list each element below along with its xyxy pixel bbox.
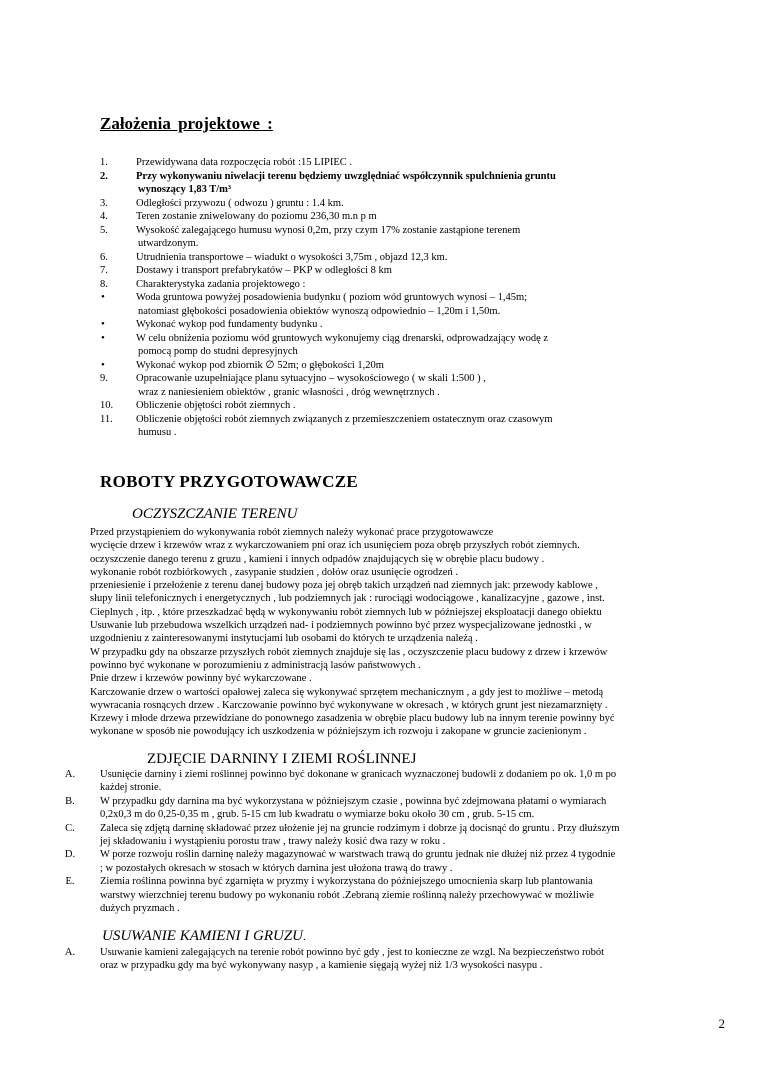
list-item-text: Obliczenie objętości robót ziemnych związanych z przemieszczeniem ostatecznym oraz czasowym [136, 413, 553, 425]
list-item [100, 291, 660, 305]
list-item-text: Teren zostanie zniwelowany do poziomu 236,30 m.n p m [136, 211, 377, 222]
section-title: ROBOTY PRZYGOTOWAWCZE [100, 472, 359, 491]
subheading-turf: ZDJĘCIE DARNINY I ZIEMI ROŚLINNEJ [147, 751, 417, 767]
bullet-icon: • [101, 331, 105, 344]
list-item-text: Wysokość zalegającego humusu wynosi 0,2m, przy czym 17% zostanie zastąpione terenem [136, 224, 521, 236]
subheading-stones-dot: . [303, 931, 306, 943]
list-item-text: natomiast głębokości posadowienia obiektów wynoszą odpowiednio – 1,20m i 1,50m. [138, 305, 501, 317]
list-item-text: warstwy wierzchniej terenu budowy po wykonaniu robót .Zebraną ziemie roślinną należy przechowywać w możliwie [100, 889, 594, 901]
list-item-text: każdej stronie. [100, 782, 162, 794]
list-item-text: Charakterystyka zadania projektowego : [136, 278, 306, 290]
list-item-letter: C. [65, 822, 75, 834]
list-item-number: 7. [100, 265, 108, 276]
list-item-text: Usunięcie darniny i ziemi roślinnej powinno być dokonane w granicach wyznaczonej budowli z dodaniem po ok. 1,0 m po [100, 769, 617, 780]
list-item-number: 11. [100, 413, 113, 425]
list-item-letter: D. [64, 849, 76, 861]
paragraph-line: Pnie drzew i krzewów powinny być wykarczowane . [90, 673, 312, 685]
paragraph-line: wykonane w sposób nie powodujący ich uszkodzenia w późniejszym ich rozwoju i zakopane w gruncie zacienionym . [90, 726, 587, 738]
list-item [60, 768, 680, 781]
bullet-icon: • [101, 358, 105, 371]
list-item [100, 170, 660, 184]
paragraph-line: wycięcie drzew i krzewów wraz z wykarczowaniem pni oraz ich usunięciem poza obręb przyszłych robót ziemnych. [90, 540, 580, 552]
list-item-text: Przewidywana data rozpoczęcia robót :15 LIPIEC . [136, 157, 353, 168]
list-item-text: wraz z naniesieniem obiektów , granic własności , dróg wewnętrznych . [138, 386, 440, 398]
list-item [100, 399, 660, 413]
page-title: Założenia projektowe : [100, 114, 273, 133]
list-item [60, 795, 680, 808]
list-item-number: 2. [100, 170, 108, 182]
list-item-text: Dostawy i transport prefabrykatów – PKP w odległości 8 km [136, 265, 392, 276]
list-item-text: Utrudnienia transportowe – wiadukt o wysokości 3,75m , objazd 12,3 km. [136, 251, 448, 263]
list-item [100, 251, 660, 265]
list-item-number: 6. [100, 251, 108, 263]
list-item [60, 875, 680, 888]
list-item-text: Usuwanie kamieni zalegających na terenie robót powinno być gdy , jest to konieczne ze wzgl. Na bezpieczeństwo robót [100, 947, 605, 958]
list-item-text: ; w pozostałych okresach w stosach w których darnina jest ułożona trawą do trawy . [100, 862, 453, 874]
paragraph-line: Karczowanie drzew o wartości opałowej zaleca się wykonywać sprzętem mechanicznym , a gdy jest to możliwe – metodą [90, 686, 604, 698]
page-number: 2 [718, 1016, 725, 1031]
list-item [60, 946, 680, 959]
stones-list [60, 946, 680, 973]
list-item [60, 822, 680, 835]
list-item [60, 808, 680, 821]
list-item-text: Zaleca się zdjętą darninę składować przez ułożenie jej na gruncie rodzimym i dobrze ją docisnąć do gruntu . Przy dłuższym [100, 822, 620, 834]
list-item-text: oraz w przypadku gdy ma być wykonywany nasyp , a kamienie sięgają wyżej niż 1/3 wysokości nasypu . [100, 960, 543, 972]
list-item-text: jej składowaniu i wystąpieniu porostu traw , trawy należy kosić dwa razy w roku . [100, 835, 446, 847]
list-item-text: pomocą pomp do studni depresyjnych [138, 346, 298, 357]
paragraph-line: przeniesienie i przełożenie z terenu danej budowy poza jej obręb takich urządzeń nad ziemnych jak: przewody kablowe , [90, 580, 598, 592]
list-item-number: 3. [100, 197, 108, 209]
list-item-text: Wykonać wykop pod fundamenty budynku . [136, 319, 323, 330]
turf-list [60, 768, 680, 915]
list-item [100, 264, 660, 278]
list-item [100, 345, 660, 359]
list-item [100, 318, 660, 332]
list-item-number: 5. [100, 224, 108, 236]
paragraph-line: Cieplnych , itp. , które przeszkadzać będą w wykonywaniu robót ziemnych lub w późniejszej eksploatacji danego obiektu [90, 606, 602, 618]
list-item-text: Odległości przywozu ( odwozu ) gruntu : 1.4 km. [136, 197, 344, 209]
list-item [100, 183, 660, 197]
paragraph-line: powinno być wykonane w porozumieniu z administracją lasów państwowych . [90, 659, 421, 671]
list-item [60, 902, 680, 915]
paragraph-line: wywracania rosnących drzew . Karczowanie powinno być wykonywane w okresach , w których grunt jest niezamarznięty . [90, 699, 608, 711]
cleaning-paragraph [90, 526, 670, 739]
list-item-text: 0,2x0,3 m do 0,25-0,35 m , grub. 5-15 cm lub kwadratu o wymiarze boku około 30 cm , grub. 5-15 cm. [100, 809, 535, 821]
list-item [100, 332, 660, 346]
list-item-text: Przy wykonywaniu niwelacji terenu będziemy uwzględniać współczynnik spulchnienia gruntu [136, 170, 556, 182]
list-item [60, 848, 680, 861]
paragraph-line: wykonanie robót rozbiórkowych , zasypanie studzien , dołów oraz usunięcie ogrodzeń . [90, 566, 458, 578]
list-item [100, 156, 660, 170]
subheading-stones-text: USUWANIE KAMIENI I GRUZU [102, 928, 304, 944]
subheading-stones [102, 928, 306, 945]
list-item [60, 959, 680, 972]
paragraph-line: Usuwanie lub przebudowa wszelkich urządzeń nad- i podziemnych powinno być przez wyspecjalizowane jednostki , w [90, 620, 592, 632]
list-item [100, 210, 660, 224]
list-item-letter: A. [64, 947, 76, 958]
list-item [100, 426, 660, 440]
project-assumptions-list [100, 156, 660, 440]
list-item-number: 8. [100, 278, 108, 290]
list-item-text: utwardzonym. [138, 238, 199, 249]
list-item-number: 1. [100, 157, 108, 168]
list-item [100, 413, 660, 427]
paragraph-line: Przed przystąpieniem do wykonywania robót ziemnych należy wykonać prace przygotowawcze [90, 527, 494, 538]
list-item [60, 835, 680, 848]
list-item [100, 197, 660, 211]
paragraph-line: Krzewy i młode drzewa przewidziane do ponownego zasadzenia w obrębie placu budowy lub na innym terenie powinny być [90, 713, 615, 725]
paragraph-line: słupy linii telefonicznych i energetycznych , lub podziemnych jak : rurociągi wodociągowe , kanalizacyjne , gazowe , inst. [90, 593, 605, 605]
list-item-text: Wykonać wykop pod zbiornik ∅ 52m; o głębokości 1,20m [136, 359, 384, 371]
list-item-text: humusu . [138, 427, 177, 438]
list-item-text: Woda gruntowa powyżej posadowienia budynku ( poziom wód gruntowych wynosi – 1,45m; [136, 292, 528, 303]
list-item-letter: A. [64, 769, 76, 780]
list-item [60, 862, 680, 875]
list-item [60, 781, 680, 794]
paragraph-line: oczyszczenie danego terenu z gruzu , kamieni i innych odpadów znajdujących się w obrębie placu budowy . [90, 553, 545, 565]
list-item-letter: B. [65, 795, 75, 807]
list-item-number: 9. [100, 373, 108, 384]
list-item-text: Opracowanie uzupełniające planu sytuacyjno – wysokościowego ( w skali 1:500 ) , [136, 373, 486, 384]
subheading-cleaning: OCZYSZCZANIE TERENU [132, 506, 298, 522]
list-item-text: Ziemia roślinna powinna być zgarnięta w pryzmy i wykorzystana do późniejszego umocnienia skarp lub plantowania [100, 876, 593, 888]
bullet-icon: • [101, 291, 105, 303]
list-item [100, 278, 660, 292]
list-item [100, 359, 660, 373]
bullet-icon: • [101, 318, 105, 330]
list-item-text: W przypadku gdy darnina ma być wykorzystana w późniejszym czasie , powinna być zdejmowana płatami o wymiarach [100, 795, 607, 807]
list-item-number: 10. [100, 400, 114, 411]
list-item-text: W porze rozwoju roślin darninę należy magazynować w warstwach trawą do gruntu jednak nie dłużej niż przez 4 tygodnie [100, 849, 616, 861]
list-item [100, 224, 660, 238]
list-item [100, 237, 660, 251]
list-item-text: Obliczenie objętości robót ziemnych . [136, 400, 296, 411]
list-item [100, 386, 660, 400]
list-item [100, 305, 660, 319]
list-item [60, 889, 680, 902]
paragraph-line: W przypadku gdy na obszarze przyszłych robót ziemnych znajduje się las , oczyszczenie placu budowy z drzew i krzewów [90, 646, 608, 658]
paragraph-line: uzgodnieniu z zainteresowanymi instytucjami lub osobami do których te urządzenia należą . [90, 633, 478, 645]
list-item-text: wynoszący 1,83 T/m³ [138, 184, 232, 195]
list-item-number: 4. [100, 211, 108, 222]
list-item-text: dużych pryzmach . [100, 902, 180, 914]
list-item [100, 372, 660, 386]
list-item-letter: E. [65, 876, 75, 888]
list-item-text: W celu obniżenia poziomu wód gruntowych wykonujemy ciąg drenarski, odprowadzający wodę z [136, 332, 549, 344]
